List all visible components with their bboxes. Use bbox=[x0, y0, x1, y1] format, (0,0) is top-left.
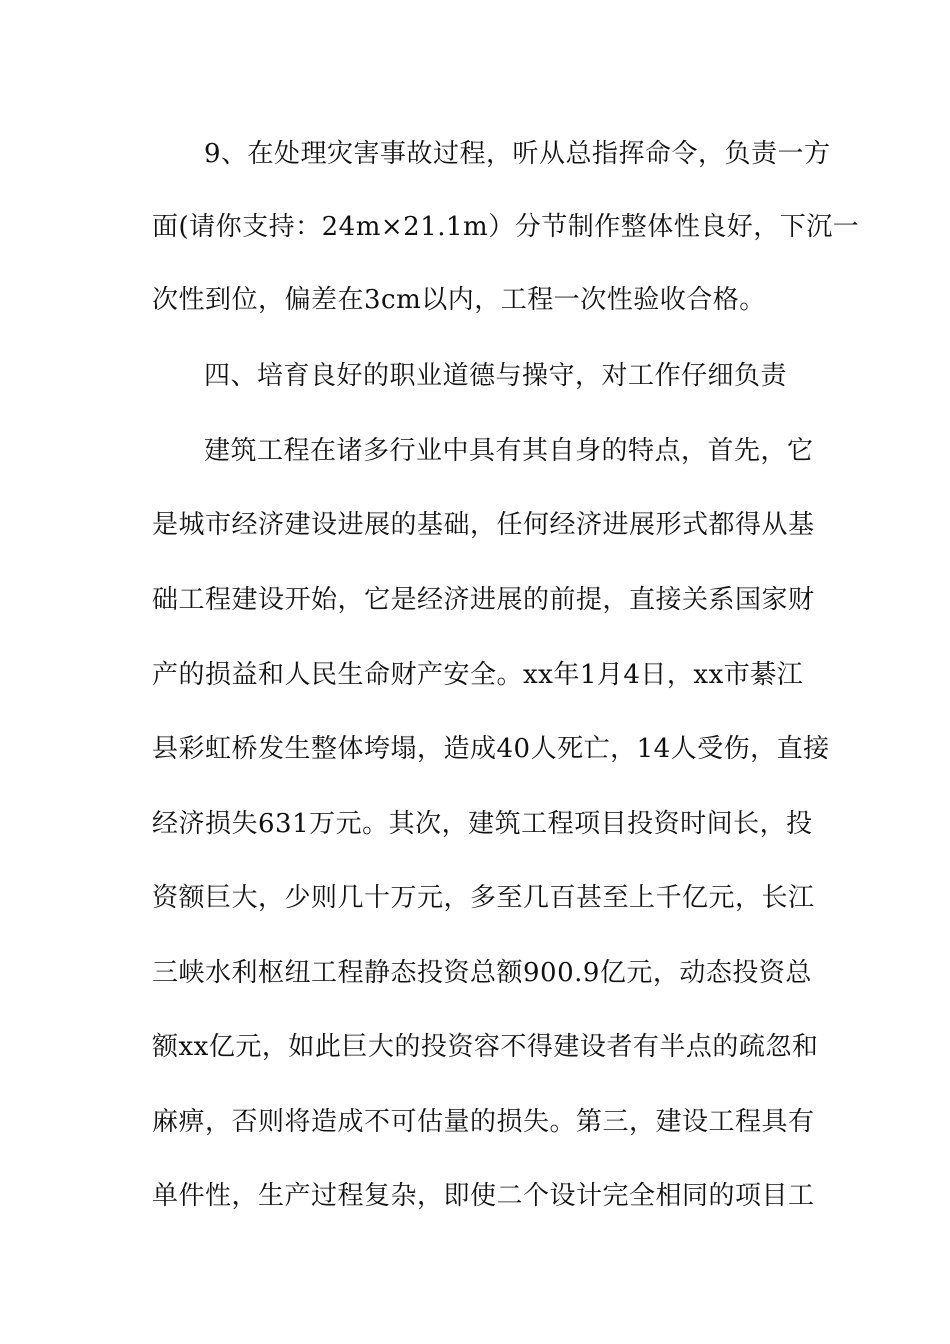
text-line: 县彩虹桥发生整体垮塌，造成40人死亡，14人受伤，直接 bbox=[152, 734, 830, 764]
text-line: 次性到位，偏差在3cm以内，工程一次性验收合格。 bbox=[152, 285, 766, 315]
text-line: 三峡水利枢纽工程静态投资总额900.9亿元，动态投资总 bbox=[152, 958, 812, 988]
text-line: 9、在处理灾害事故过程，听从总指挥命令，负责一方 bbox=[204, 139, 831, 169]
text-line: 础工程建设开始，它是经济进展的前提，直接关系国家财 bbox=[152, 585, 815, 615]
text-line: 是城市经济建设进展的基础，任何经济进展形式都得从基 bbox=[152, 510, 815, 540]
section-heading: 四、培育良好的职业道德与操守，对工作仔细负责 bbox=[204, 361, 788, 391]
text-line: 资额巨大，少则几十万元，多至几百甚至上千亿元，长江 bbox=[152, 883, 815, 913]
text-line: 面(请你支持：24m×21.1m）分节制作整体性良好，下沉一 bbox=[152, 212, 860, 242]
text-line: 额xx亿元，如此巨大的投资容不得建设者有半点的疏忽和 bbox=[152, 1032, 819, 1062]
text-line: 产的损益和人民生命财产安全。xx年1月4日，xx市綦江 bbox=[152, 660, 804, 690]
text-line: 单件性，生产过程复杂，即使二个设计完全相同的项目工 bbox=[152, 1181, 815, 1211]
text-line: 经济损失631万元。其次，建筑工程项目投资时间长，投 bbox=[152, 809, 813, 839]
text-line: 建筑工程在诸多行业中具有其自身的特点，首先，它 bbox=[204, 436, 814, 466]
text-line: 麻痹，否则将造成不可估量的损失。第三，建设工程具有 bbox=[152, 1107, 815, 1137]
